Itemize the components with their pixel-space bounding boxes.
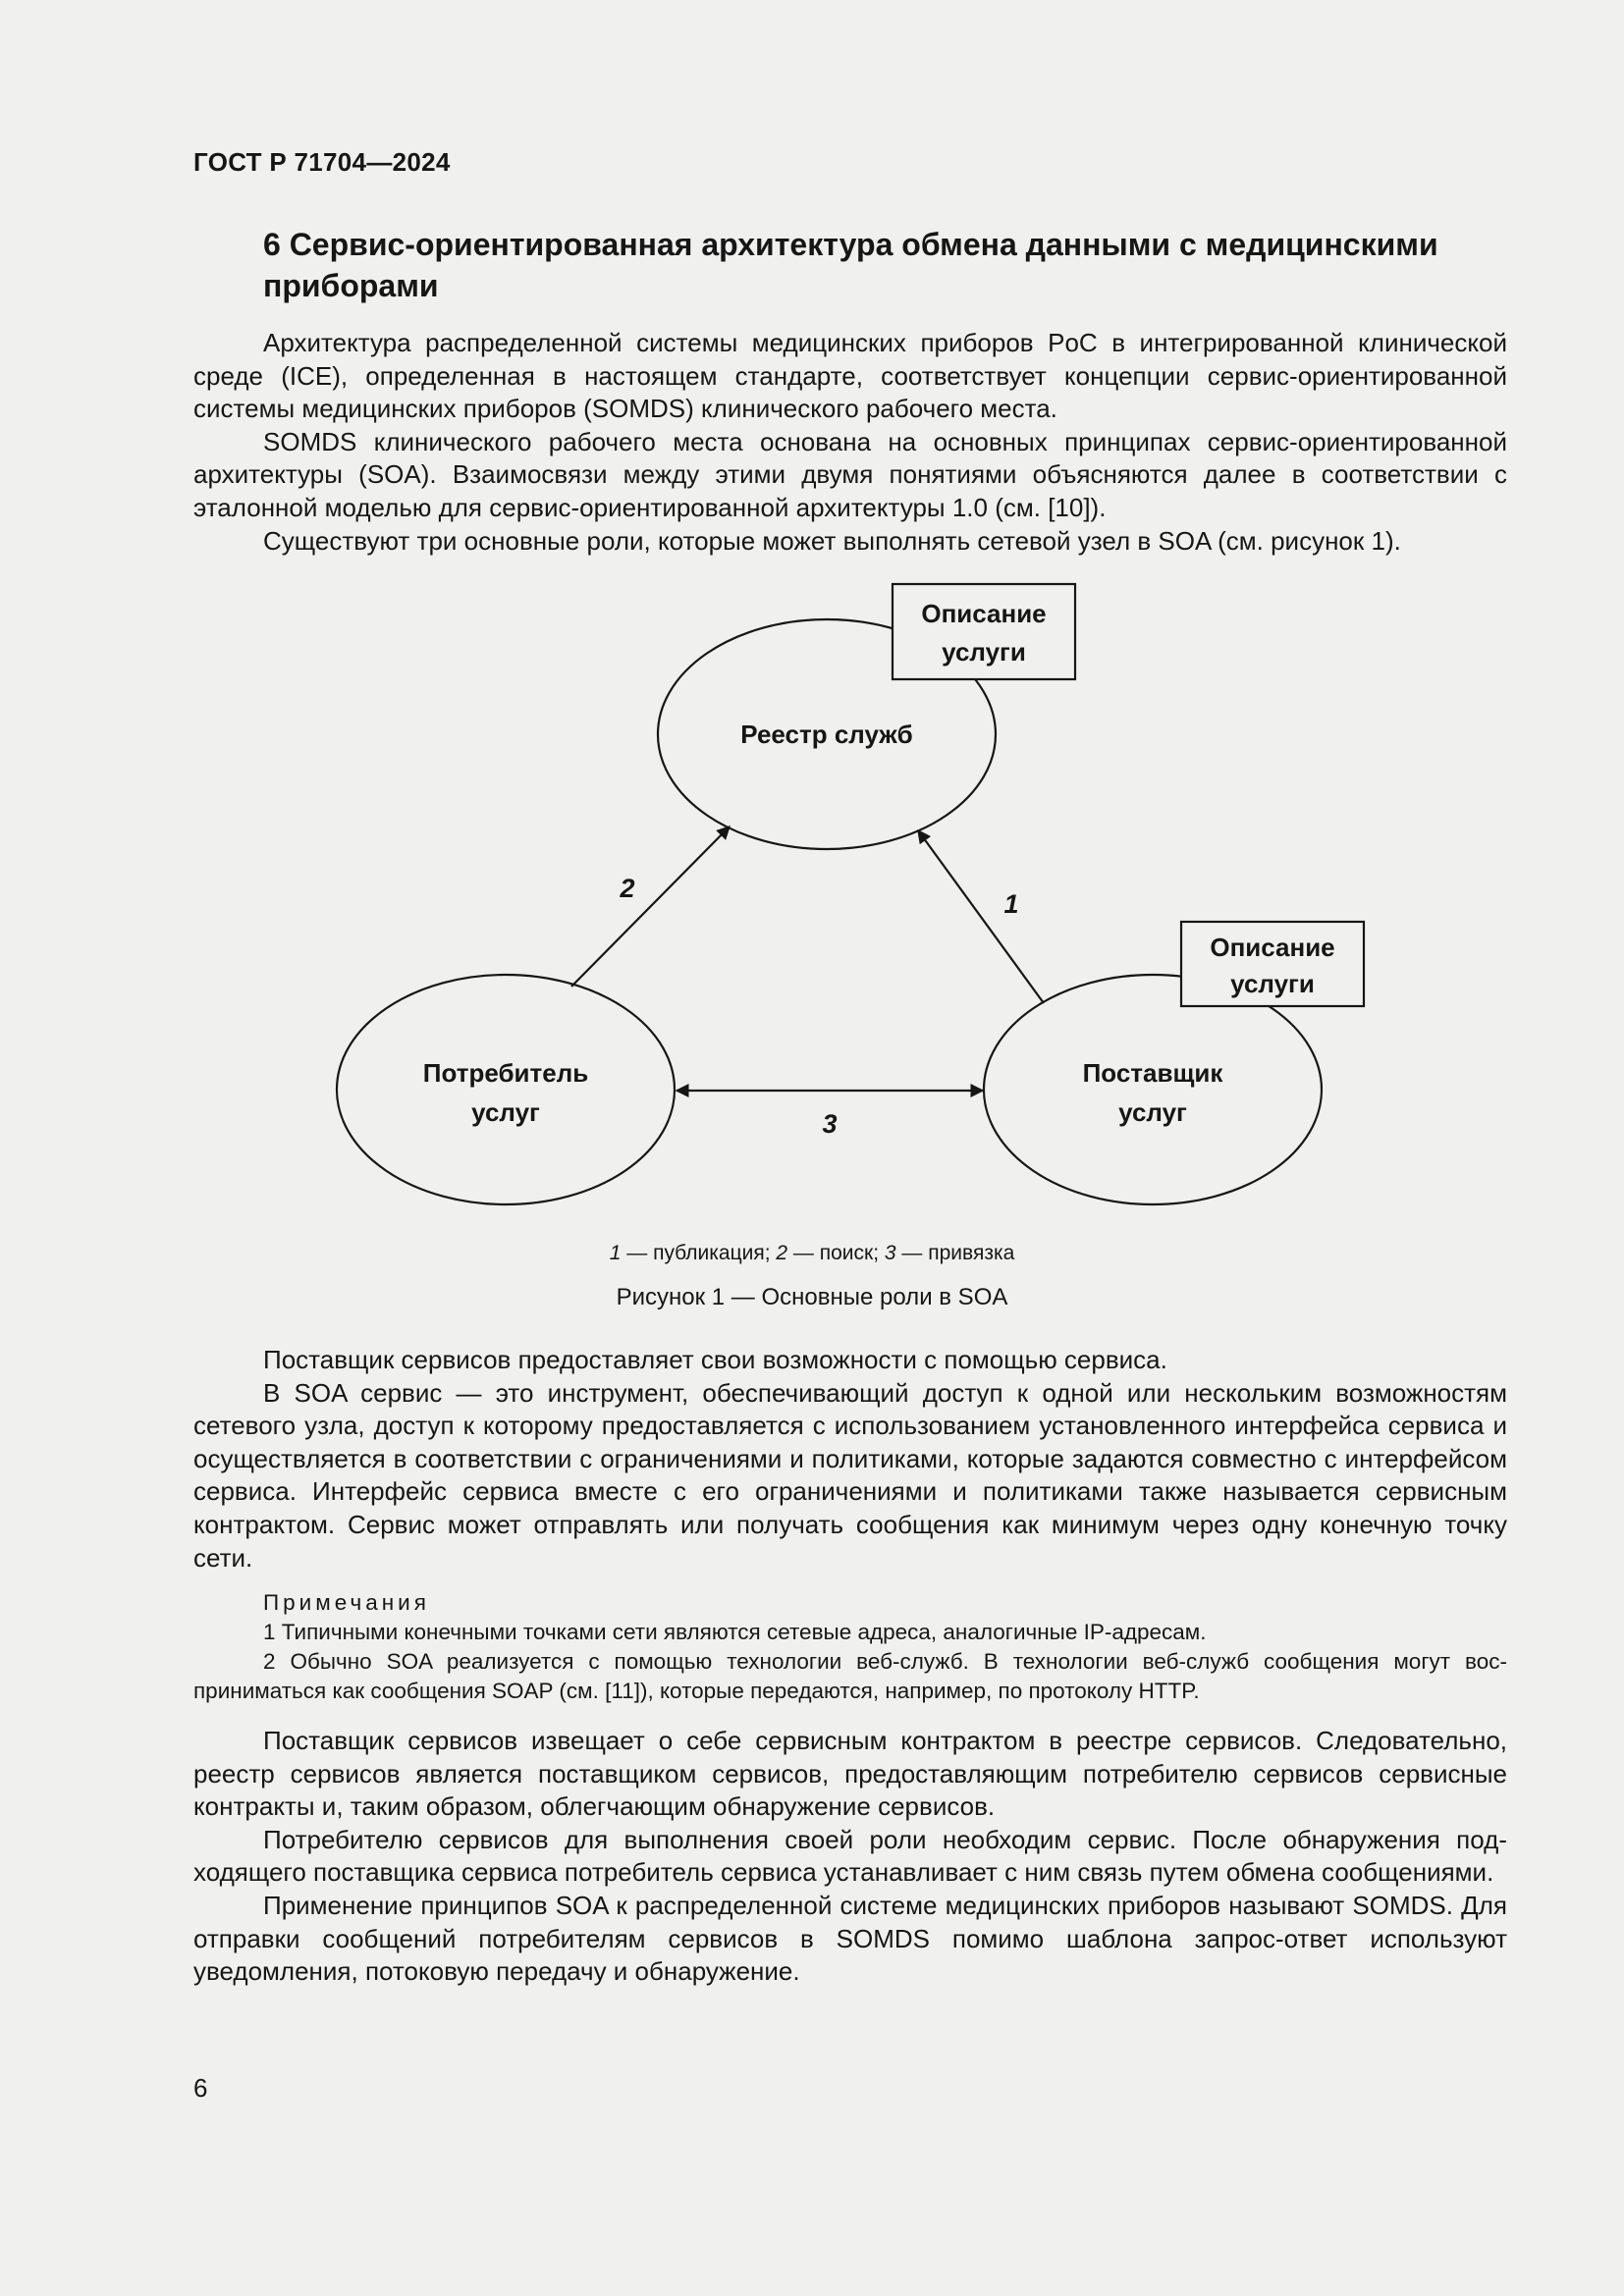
- note-item: 2 Обычно SOA реализуется с помощью технологии веб-служб. В технологии веб-служб сообщения могут восприниматься как сообщения SOAP (см. [11]), которые передаются, например, по протоколу HTTP.: [193, 1649, 1507, 1703]
- standard-designation: ГОСТ Р 71704—2024: [193, 147, 451, 177]
- section-title: 6 Сервис-ориентированная архитектура обмена данными с медицинскими приборами: [263, 227, 1438, 303]
- soa-roles-diagram: [0, 569, 1624, 1227]
- consumer-label-line1: Потребитель: [422, 1058, 589, 1088]
- intro-paragraph: Существуют три основные роли, которые может выполнять сетевой узел в SOA (см. рисунок 1).: [263, 525, 1401, 556]
- closing-paragraph: Применение принципов SOA к распределенной системе медицинских приборов называют SOMDS. Для отправки сообщений потребителям сервисов в SOMDS помимо шаблона запрос-ответ используют уведомления, потоковую передачу и обнаружение.: [193, 1890, 1507, 1987]
- legend-text: — поиск;: [787, 1242, 885, 1264]
- consumer-ellipse: [337, 975, 675, 1204]
- figure-legend: [0, 1242, 1624, 1265]
- intro-text: [193, 327, 1507, 558]
- notes-heading: Примечания: [263, 1590, 430, 1615]
- note-item: 1 Типичными конечными точками сети являются сетевые адреса, аналогичные IP-адресам.: [263, 1620, 1207, 1644]
- provider-label-line2: услуг: [1118, 1097, 1187, 1127]
- body-paragraph: Поставщик сервисов предоставляет свои возможности с помощью сервиса.: [263, 1345, 1167, 1374]
- intro-paragraph: Архитектура распределенной системы медицинских приборов PoC в интегрированной клинической среде (ICE), определенная в настоящем стандарте, соответствует концепции сервис-ориентированной системы медицинских приборов (SOMDS) клинического рабочего места.: [193, 328, 1507, 424]
- provider-ellipse: [984, 975, 1322, 1204]
- intro-paragraph: SOMDS клинического рабочего места основана на основных принципах сервис-ориентированной архитектуры (SOA). Взаимосвязи между этими двумя понятиями объясняются далее в соответствии с эталонной моделью для сервис-ориентированной архитектуры 1.0 (см. [10]).: [193, 426, 1507, 522]
- body-paragraph: В SOA сервис — это инструмент, обеспечивающий доступ к одной или нескольким возможностям сетевого узла, доступ к которому предоставляется с использованием установленного интерфейса сервиса и осуществляется в соответствии с ограничениями и политиками, которые задаются совместно с интерфейсом сервиса. Интерфейс сервиса вместе с его ограничениями и политиками также называется сервисным контрактом. Сервис может отправлять или получать сообщения как минимум через одну конечную точку сети.: [193, 1377, 1507, 1573]
- description-right-line2: услуги: [1230, 969, 1315, 998]
- legend-text: — привязка: [895, 1242, 1015, 1264]
- bind-arrow-number: 3: [822, 1109, 838, 1139]
- description-top-line2: услуги: [942, 637, 1026, 667]
- consumer-label-line2: услуг: [471, 1097, 540, 1127]
- registry-label: Реестр служб: [740, 720, 913, 749]
- publish-arrow-number: 1: [1003, 889, 1019, 919]
- page-number: 6: [193, 2073, 208, 2103]
- notes-block: [193, 1588, 1507, 1706]
- description-top-line1: Описание: [921, 599, 1047, 628]
- legend-text: — публикация;: [621, 1242, 777, 1264]
- find-arrow: [571, 827, 730, 987]
- find-arrow-number: 2: [620, 874, 635, 903]
- body-text: [193, 1344, 1507, 1575]
- legend-number: 1: [609, 1242, 622, 1264]
- legend-number: 3: [884, 1242, 896, 1264]
- closing-paragraph: Поставщик сервисов извещает о себе сервисным контрактом в реестре сервисов. Следовательно, реестр сервисов является поставщиком сервисов, предоставляющим потребителю сервисов сервисные контракты и, таким образом, облегчающим обнаружение сервисов.: [193, 1726, 1507, 1822]
- closing-paragraph: Потребителю сервисов для выполнения своей роли необходим сервис. После обнаружения подходящего поставщика сервиса потребитель сервиса устанавливает с ним связь путем обмена сообщениями.: [193, 1824, 1507, 1888]
- provider-label-line1: Поставщик: [1082, 1058, 1223, 1088]
- legend-number: 2: [776, 1242, 788, 1264]
- closing-text: [193, 1725, 1507, 1989]
- publish-arrow: [918, 830, 1044, 1003]
- figure-caption: Рисунок 1 — Основные роли в SOA: [616, 1284, 1008, 1310]
- description-right-line1: Описание: [1210, 933, 1335, 962]
